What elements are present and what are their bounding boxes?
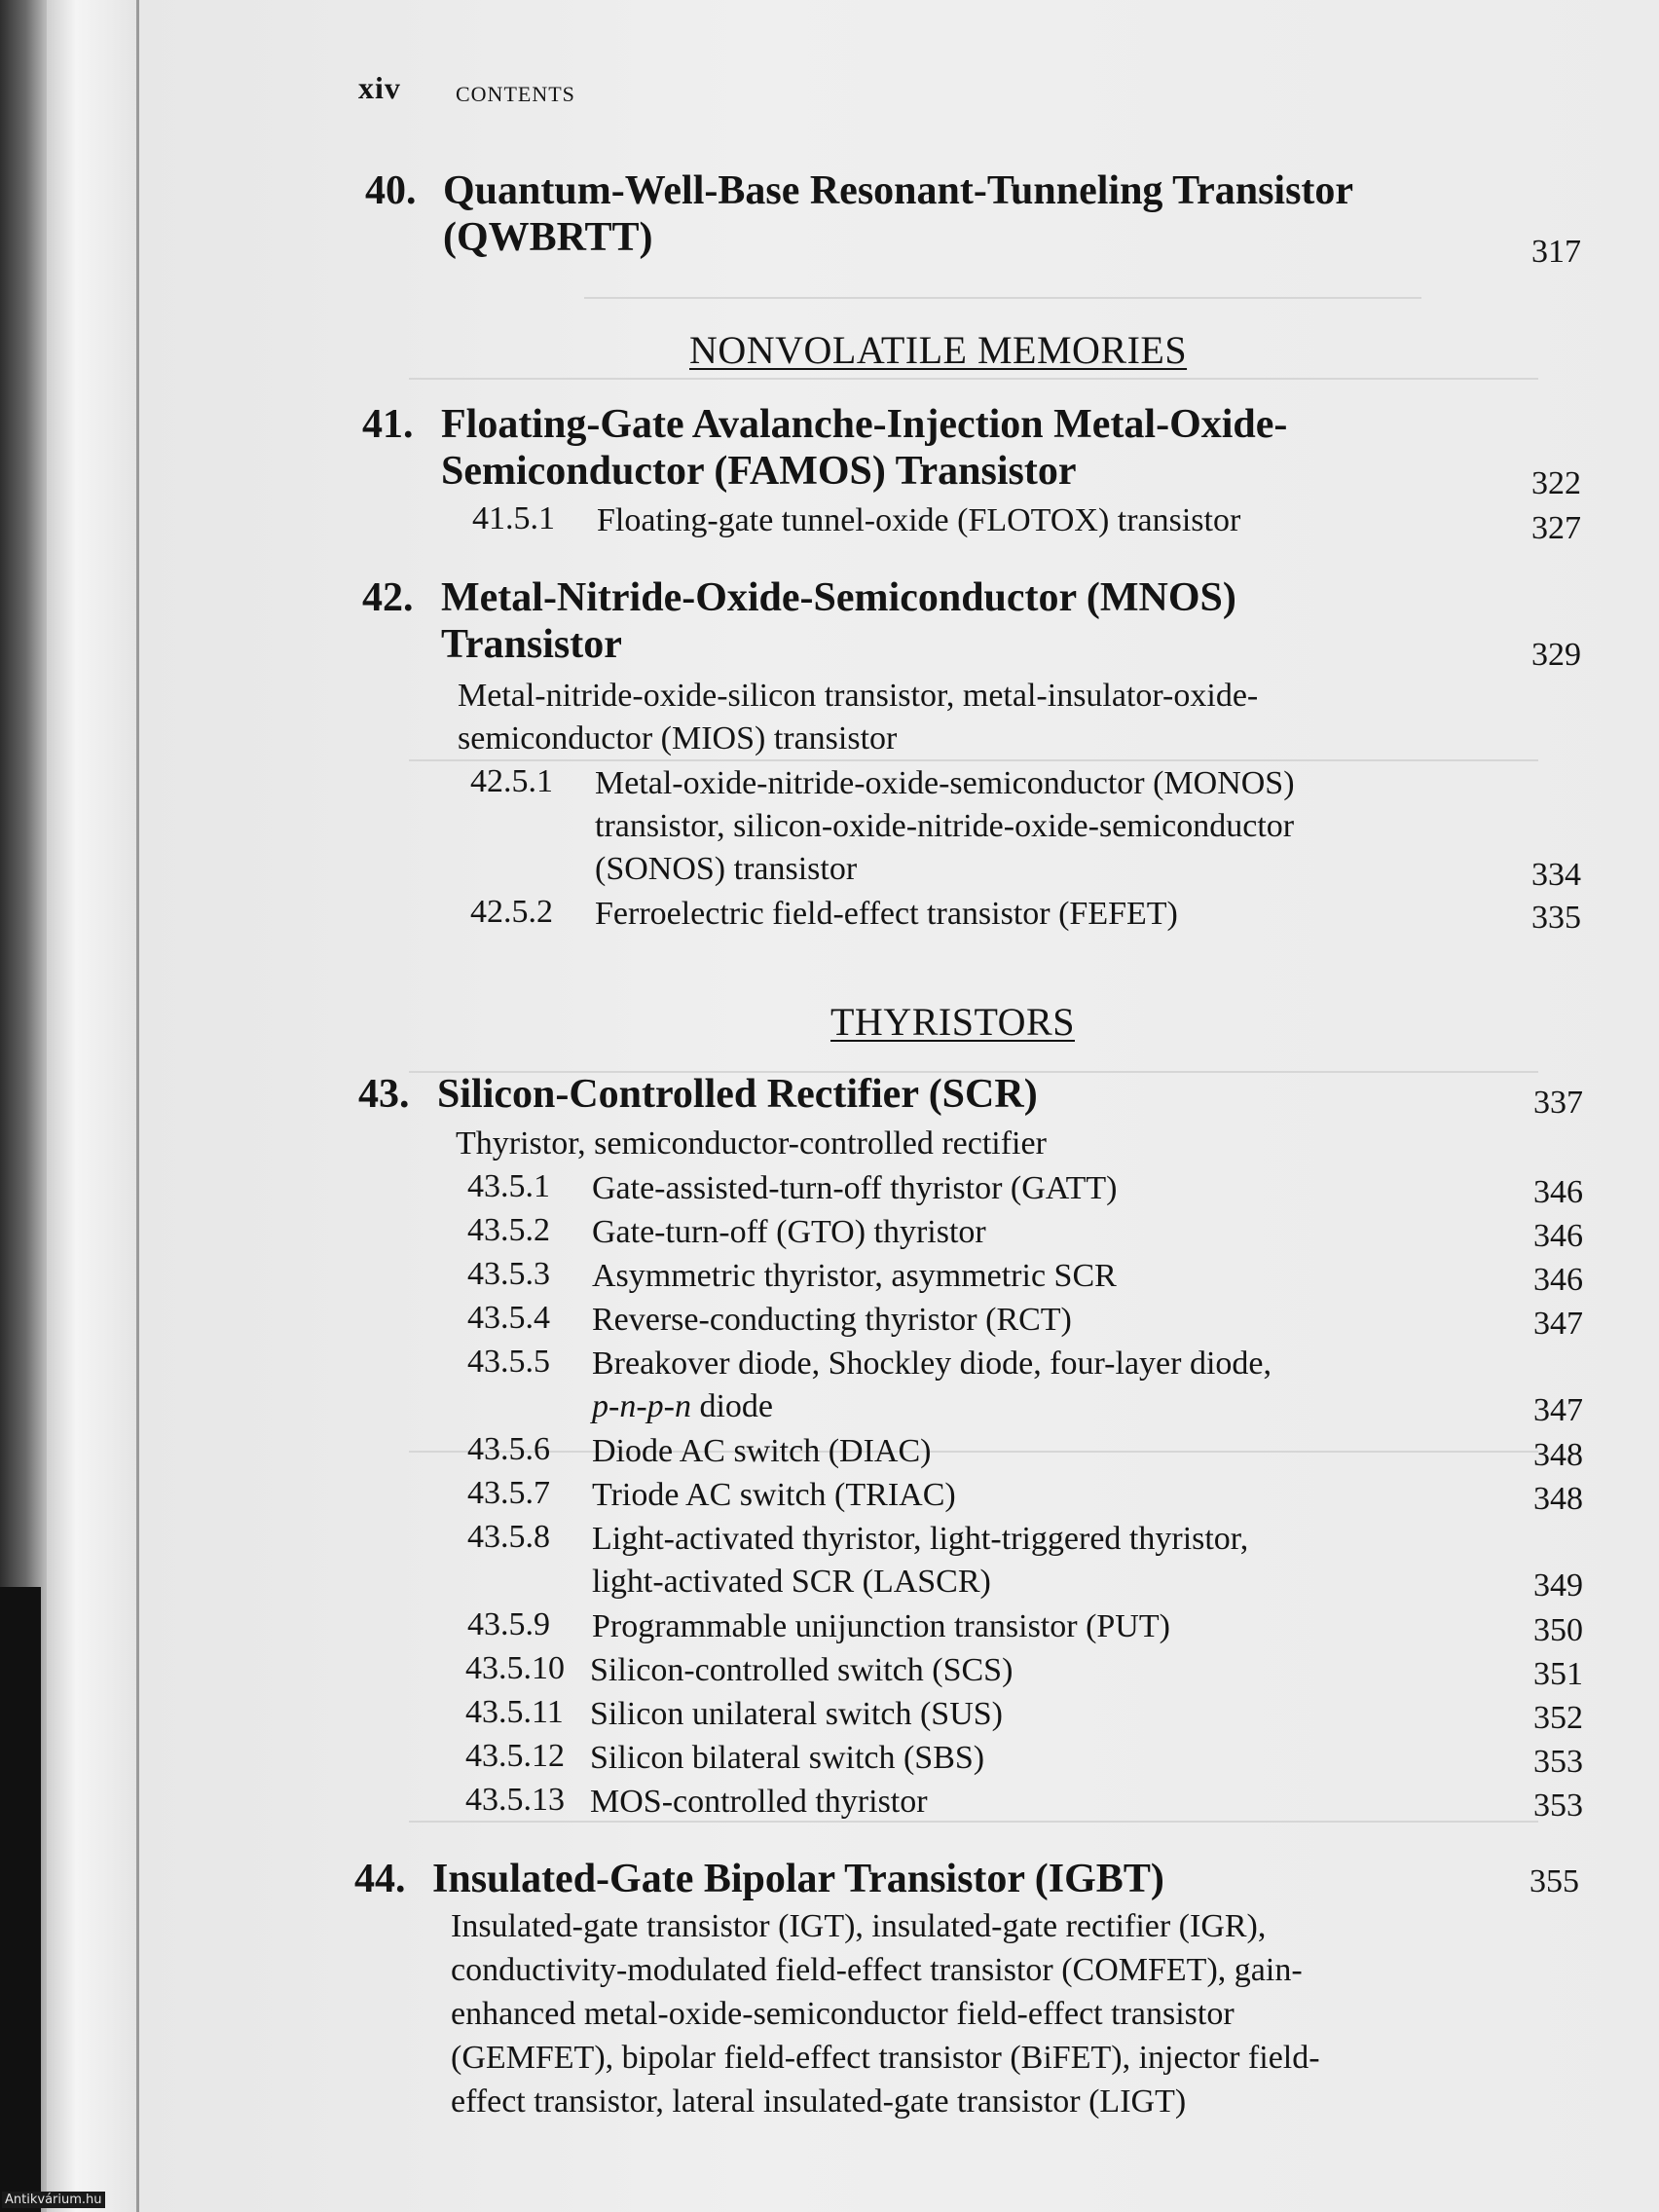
page-number: 346 xyxy=(1533,1174,1583,1210)
subsection-number: 43.5.5 xyxy=(467,1344,550,1380)
chapter-description-continued: effect transistor, lateral insulated-gate transistor (LIGT) xyxy=(451,2083,1187,2120)
subsection-title: Metal-oxide-nitride-oxide-semiconductor (MONOS) xyxy=(595,765,1295,801)
chapter-title-continued: (QWBRTT) xyxy=(443,215,653,260)
chapter-title: Insulated-Gate Bipolar Transistor (IGBT) xyxy=(432,1857,1164,1901)
subsection-title: Triode AC switch (TRIAC) xyxy=(592,1477,956,1513)
chapter-number: 40. xyxy=(365,168,417,213)
page-number: 353 xyxy=(1533,1788,1583,1824)
page-number: 335 xyxy=(1531,900,1581,936)
chapter-description: Insulated-gate transistor (IGT), insulated-gate rectifier (IGR), xyxy=(451,1908,1267,1944)
chapter-description-continued: (GEMFET), bipolar field-effect transistor (BiFET), injector field- xyxy=(451,2040,1320,2076)
page-number: 348 xyxy=(1533,1437,1583,1473)
running-title: CONTENTS xyxy=(456,82,575,106)
show-through-line xyxy=(409,1821,1538,1823)
chapter-title-continued: Transistor xyxy=(441,622,622,667)
page-number: 353 xyxy=(1533,1744,1583,1780)
subsection-title: Breakover diode, Shockley diode, four-layer diode, xyxy=(592,1346,1272,1382)
watermark: Antikvárium.hu xyxy=(2,2192,105,2208)
subsection-title-continued: transistor, silicon-oxide-nitride-oxide-semiconductor xyxy=(595,808,1295,844)
chapter-description-continued: semiconductor (MIOS) transistor xyxy=(458,720,898,756)
chapter-description-continued: conductivity-modulated field-effect transistor (COMFET), gain- xyxy=(451,1952,1303,1988)
chapter-number: 42. xyxy=(362,575,414,620)
subsection-title-rest: diode xyxy=(690,1388,774,1424)
section-heading: NONVOLATILE MEMORIES xyxy=(689,328,1188,372)
subsection-title: Silicon bilateral switch (SBS) xyxy=(590,1740,985,1776)
subsection-title: Floating-gate tunnel-oxide (FLOTOX) transistor xyxy=(597,502,1241,538)
subsection-title: Programmable unijunction transistor (PUT) xyxy=(592,1608,1170,1644)
chapter-number: 43. xyxy=(358,1072,410,1117)
subsection-title: Diode AC switch (DIAC) xyxy=(592,1433,932,1469)
chapter-description: Metal-nitride-oxide-silicon transistor, metal-insulator-oxide- xyxy=(458,678,1259,714)
subsection-title: Silicon-controlled switch (SCS) xyxy=(590,1652,1014,1688)
subsection-title: Ferroelectric field-effect transistor (FEFET) xyxy=(595,896,1178,932)
chapter-title: Floating-Gate Avalanche-Injection Metal-Oxide- xyxy=(441,402,1288,447)
subsection-title: Asymmetric thyristor, asymmetric SCR xyxy=(592,1258,1117,1294)
subsection-title-continued: light-activated SCR (LASCR) xyxy=(592,1564,991,1600)
subsection-title: Gate-turn-off (GTO) thyristor xyxy=(592,1214,986,1250)
running-header xyxy=(358,70,575,106)
chapter-number: 44. xyxy=(354,1857,406,1901)
subsection-number: 41.5.1 xyxy=(472,500,555,536)
subsection-number: 43.5.8 xyxy=(467,1519,550,1555)
chapter-title: Silicon-Controlled Rectifier (SCR) xyxy=(437,1072,1038,1117)
page-number: 329 xyxy=(1531,637,1581,673)
subsection-number: 43.5.11 xyxy=(465,1694,564,1730)
subsection-title: Reverse-conducting thyristor (RCT) xyxy=(592,1302,1072,1338)
page-number: 349 xyxy=(1533,1567,1583,1604)
italic-term: p-n-p-n xyxy=(592,1388,691,1424)
page-number: 355 xyxy=(1530,1863,1579,1899)
chapter-title: Metal-Nitride-Oxide-Semiconductor (MNOS) xyxy=(441,575,1236,620)
section-heading: THYRISTORS xyxy=(830,1000,1075,1044)
dark-background-block xyxy=(0,1587,41,2212)
subsection-title: Gate-assisted-turn-off thyristor (GATT) xyxy=(592,1170,1118,1206)
show-through-line xyxy=(409,378,1538,380)
chapter-title-continued: Semiconductor (FAMOS) Transistor xyxy=(441,449,1077,494)
subsection-number: 43.5.12 xyxy=(465,1738,565,1774)
page-edge xyxy=(47,0,144,2212)
subsection-number: 43.5.2 xyxy=(467,1212,550,1248)
chapter-title: Quantum-Well-Base Resonant-Tunneling Transistor xyxy=(443,168,1354,213)
chapter-description: Thyristor, semiconductor-controlled rectifier xyxy=(456,1125,1047,1161)
show-through-line xyxy=(409,1451,1538,1453)
subsection-number: 43.5.10 xyxy=(465,1650,565,1686)
subsection-number: 43.5.13 xyxy=(465,1782,565,1818)
subsection-number: 43.5.9 xyxy=(467,1606,550,1642)
page-number: 351 xyxy=(1533,1656,1583,1692)
subsection-number: 42.5.2 xyxy=(470,894,553,930)
chapter-number: 41. xyxy=(362,402,414,447)
subsection-title-continued: (SONOS) transistor xyxy=(595,851,858,887)
subsection-number: 43.5.3 xyxy=(467,1256,550,1292)
show-through-line xyxy=(409,759,1538,761)
page-number: 346 xyxy=(1533,1262,1583,1298)
page-number: 327 xyxy=(1531,510,1581,546)
subsection-number: 43.5.6 xyxy=(467,1431,550,1467)
subsection-number: 43.5.1 xyxy=(467,1168,550,1204)
subsection-title: Light-activated thyristor, light-triggered thyristor, xyxy=(592,1521,1249,1557)
page-number: 322 xyxy=(1531,465,1581,501)
subsection-number: 43.5.7 xyxy=(467,1475,550,1511)
subsection-title: Silicon unilateral switch (SUS) xyxy=(590,1696,1004,1732)
page-gutter-line xyxy=(136,0,139,2212)
show-through-line xyxy=(584,297,1421,299)
page-number: 347 xyxy=(1533,1306,1583,1342)
subsection-title-continued xyxy=(592,1388,773,1425)
page-number: 348 xyxy=(1533,1481,1583,1517)
subsection-title: MOS-controlled thyristor xyxy=(590,1784,928,1820)
page-number: 334 xyxy=(1531,857,1581,893)
page-number: 352 xyxy=(1533,1700,1583,1736)
subsection-number: 43.5.4 xyxy=(467,1300,550,1336)
subsection-number: 42.5.1 xyxy=(470,763,553,799)
page-number: 346 xyxy=(1533,1218,1583,1254)
page-number: 317 xyxy=(1531,234,1581,270)
page-number: 350 xyxy=(1533,1612,1583,1648)
page-label: xiv xyxy=(358,70,401,105)
page-number: 337 xyxy=(1533,1085,1583,1121)
chapter-description-continued: enhanced metal-oxide-semiconductor field-effect transistor xyxy=(451,1996,1235,2032)
page-number: 347 xyxy=(1533,1392,1583,1428)
